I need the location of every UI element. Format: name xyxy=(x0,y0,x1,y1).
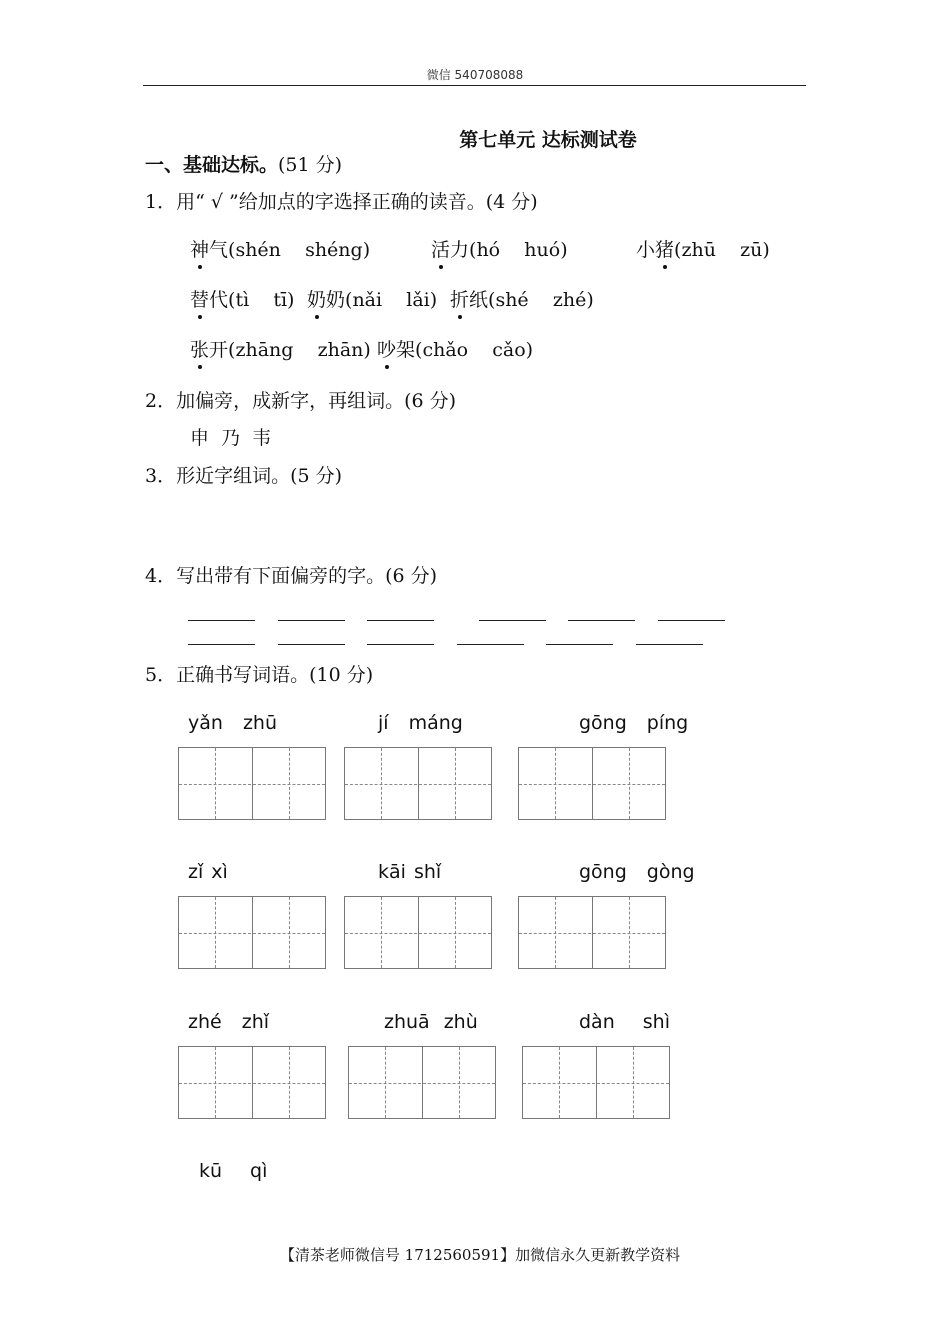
pinyin-word: zhuā zhù xyxy=(384,1011,478,1033)
writing-grid[interactable] xyxy=(348,1046,496,1119)
answer-blank[interactable] xyxy=(367,620,434,621)
pinyin-word: zhé zhǐ xyxy=(188,1011,270,1033)
pinyin-choice-item: 张开(zhāng zhān) xyxy=(190,335,371,362)
question-text: 用“ √ ”给加点的字选择正确的读音。(4 分) xyxy=(176,191,538,213)
radical-chars: 申 乃 韦 xyxy=(190,427,272,449)
pinyin-word: yǎn zhū xyxy=(188,712,277,734)
writing-grid[interactable] xyxy=(344,747,492,820)
writing-grid[interactable] xyxy=(518,747,666,820)
answer-blank[interactable] xyxy=(188,620,255,621)
section-heading xyxy=(145,150,342,177)
pinyin-word: gōng píng xyxy=(579,712,689,734)
dotted-char: 张 xyxy=(190,335,209,362)
pinyin-word: kāi shǐ xyxy=(378,861,442,883)
pinyin-word: dàn shì xyxy=(579,1011,670,1033)
pinyin-word: jí máng xyxy=(378,712,463,734)
question-text: 正确书写词语。(10 分) xyxy=(176,664,374,686)
pinyin-word: zǐ xì xyxy=(188,861,228,883)
dotted-char: 奶 xyxy=(307,285,326,312)
answer-blank[interactable] xyxy=(546,644,613,645)
question-2 xyxy=(145,386,456,413)
writing-grid[interactable] xyxy=(522,1046,670,1119)
section-score: (51 分) xyxy=(278,154,343,176)
pinyin-options: (zhū zū) xyxy=(674,239,770,261)
pinyin-choice-item: 小猪(zhū zū) xyxy=(636,235,770,262)
pinyin-options: (shé zhé) xyxy=(488,289,594,311)
question-number: 5． xyxy=(145,664,177,686)
writing-grid[interactable] xyxy=(518,896,666,969)
section-label: 一、基础达标。 xyxy=(145,154,279,176)
pinyin-options: (nǎi lǎi) xyxy=(345,289,438,311)
answer-blank[interactable] xyxy=(278,620,345,621)
question-text: 加偏旁，成新字，再组词。(6 分) xyxy=(176,390,457,412)
writing-grid[interactable] xyxy=(178,1046,326,1119)
answer-blank[interactable] xyxy=(278,644,345,645)
question-number: 2． xyxy=(145,390,177,412)
dotted-char: 吵 xyxy=(377,335,396,362)
pinyin-choice-item: 活力(hó huó) xyxy=(431,235,568,262)
pinyin-options: (chǎo cǎo) xyxy=(415,339,534,361)
dotted-char: 神 xyxy=(190,235,209,262)
answer-blank[interactable] xyxy=(457,644,524,645)
writing-grid[interactable] xyxy=(344,896,492,969)
pinyin-choice-item: 折纸(shé zhé) xyxy=(450,285,594,312)
header-watermark: 微信 540708088 xyxy=(426,68,524,82)
dotted-char: 猪 xyxy=(655,235,674,262)
question-1 xyxy=(145,187,538,214)
question-text: 形近字组词。(5 分) xyxy=(176,465,343,487)
answer-blank[interactable] xyxy=(479,620,546,621)
question-5 xyxy=(145,660,373,687)
dotted-char: 活 xyxy=(431,235,450,262)
question-number: 3． xyxy=(145,465,177,487)
answer-blank[interactable] xyxy=(188,644,255,645)
answer-blank[interactable] xyxy=(658,620,725,621)
question-number: 4． xyxy=(145,565,177,587)
question-4 xyxy=(145,561,437,588)
pinyin-options: (hó huó) xyxy=(469,239,568,261)
dotted-char: 折 xyxy=(450,285,469,312)
pinyin-options: (tì tī) xyxy=(228,289,295,311)
header-divider xyxy=(143,85,806,86)
pinyin-choice-item: 奶奶(nǎi lǎi) xyxy=(307,285,437,312)
pinyin-options: (zhāng zhān) xyxy=(228,339,371,361)
writing-grid[interactable] xyxy=(178,896,326,969)
pinyin-choice-item: 吵架(chǎo cǎo) xyxy=(377,335,533,362)
pinyin-options: (shén shéng) xyxy=(228,239,371,261)
answer-blank[interactable] xyxy=(636,644,703,645)
question-3 xyxy=(145,461,342,488)
question-number: 1． xyxy=(145,191,177,213)
answer-blank[interactable] xyxy=(568,620,635,621)
answer-blank[interactable] xyxy=(367,644,434,645)
pinyin-choice-item: 替代(tì tī) xyxy=(190,285,294,312)
writing-grid[interactable] xyxy=(178,747,326,820)
pinyin-word: gōng gòng xyxy=(579,861,695,883)
pinyin-word: kū qì xyxy=(199,1160,268,1182)
question-text: 写出带有下面偏旁的字。(6 分) xyxy=(176,565,438,587)
pinyin-choice-item: 神气(shén shéng) xyxy=(190,235,370,262)
footer-note: 【清茶老师微信号 1712560591】加微信永久更新教学资料 xyxy=(279,1246,681,1264)
dotted-char: 替 xyxy=(190,285,209,312)
page-title: 第七单元 达标测试卷 xyxy=(459,129,637,151)
